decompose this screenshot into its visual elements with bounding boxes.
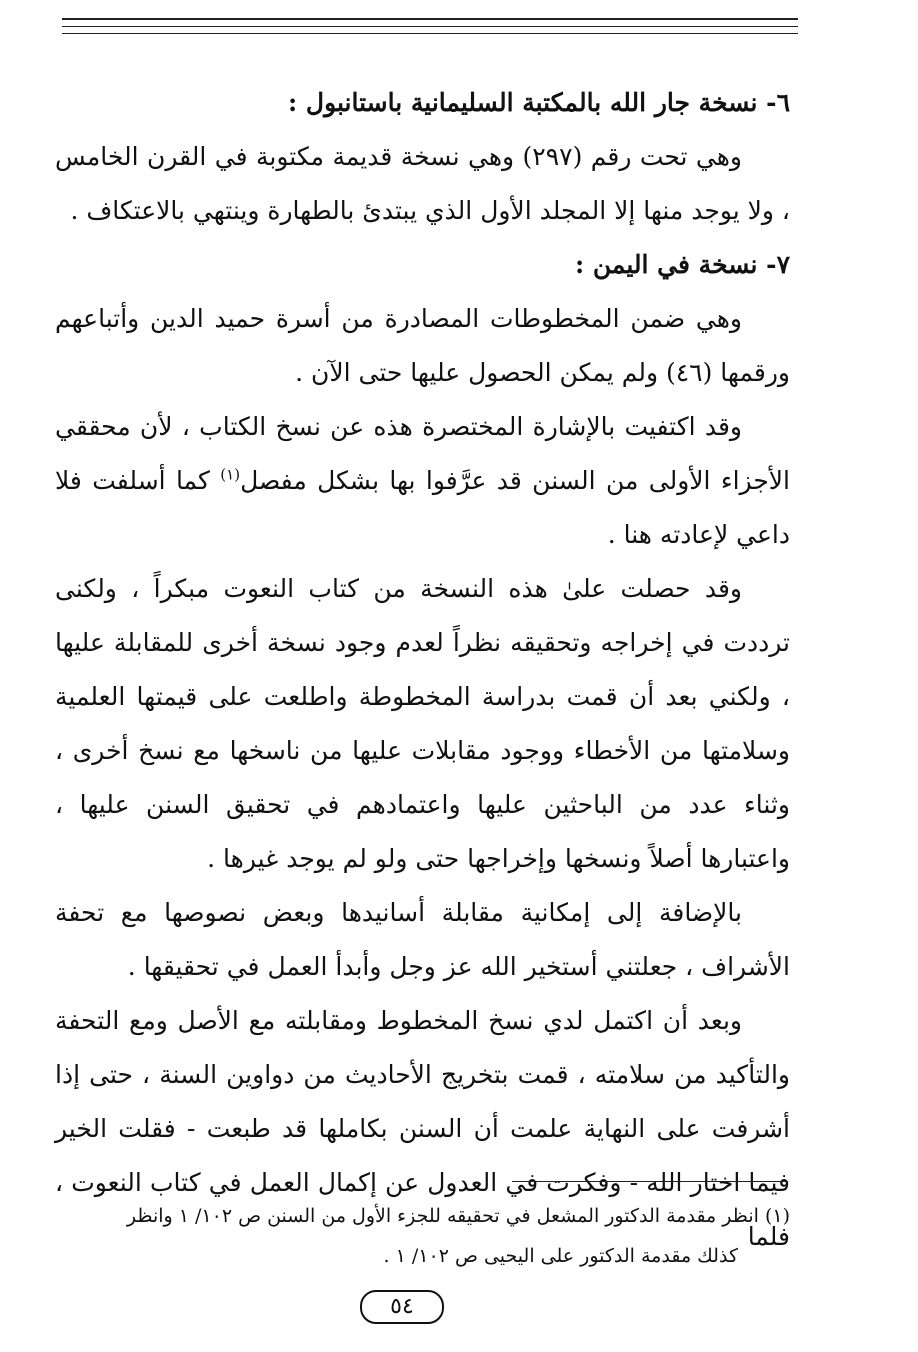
footnote	[55, 1196, 790, 1276]
footnote-marker[interactable]: (١)	[220, 465, 241, 484]
top-border-rule	[62, 33, 798, 34]
top-border-rule	[62, 18, 798, 20]
paragraph: وقد حصلت علىٰ هذه النسخة من كتاب النعوت مبكراً ، ولكنى ترددت في إخراجه وتحقيقه نظراً لعدم وجود نسخة أخرى للمقابلة عليها ، ولكني بعد أن قمت بدراسة المخطوطة واطلعت على قيمتها العلمية وسلامتها من الأخطاء ووجود مقابلات عليها من ناسخها مع نسخ أخرى ، وثناء عدد من الباحثين عليها واعتمادهم في تحقيق السنن عليها ، واعتبارها أصلاً ونسخها وإخراجها حتى ولو لم يوجد غيرها .	[55, 574, 790, 873]
paragraph: وهي ضمن المخطوطات المصادرة من أسرة حميد الدين وأتباعهم ورقمها (٤٦) ولم يمكن الحصول عليها حتى الآن .	[55, 304, 790, 387]
paragraph-with-footnote	[55, 400, 790, 562]
paragraph: بالإضافة إلى إمكانية مقابلة أسانيدها وبعض نصوصها مع تحفة الأشراف ، جعلتني أستخير الله عز وجل وأبدأ العمل في تحقيقها .	[55, 898, 790, 981]
paragraph: وبعد أن اكتمل لدي نسخ المخطوط ومقابلته مع الأصل ومع التحفة والتأكيد من سلامته ، قمت بتخريج الأحاديث من دواوين السنة ، حتى إذا أشرفت على النهاية علمت أن السنن بكاملها قد طبعت - فقلت الخير فيما اختار الله - وفكرت في العدول عن إكمال العمل في كتاب النعوت ، فلما	[55, 1006, 790, 1251]
top-border-rule	[62, 26, 798, 27]
main-text	[55, 76, 790, 1264]
section-heading: ٦- نسخة جار الله بالمكتبة السليمانية باستانبول :	[287, 88, 790, 117]
page-number: ٥٤	[360, 1290, 444, 1324]
footnote-line: كذلك مقدمة الدكتور على اليحيى ص ١٠٢/ ١ .	[383, 1245, 738, 1267]
paragraph: وهي تحت رقم (٢٩٧) وهي نسخة قديمة مكتوبة في القرن الخامس ، ولا يوجد منها إلا المجلد الأول الذي يبتدئ بالطهارة وينتهي بالاعتكاف .	[55, 142, 790, 225]
paragraph-text: كما أسلفت فلا داعي لإعادته هنا .	[55, 466, 790, 549]
section-heading: ٧- نسخة في اليمن :	[574, 250, 790, 279]
paragraph-text: وقد اكتفيت بالإشارة المختصرة هذه عن نسخ الكتاب ، لأن محققي الأجزاء الأولى من السنن قد عرَّفوا بها بشكل مفصل	[55, 412, 790, 495]
footnote-line: (١) انظر مقدمة الدكتور المشعل في تحقيقه للجزء الأول من السنن ص ١٠٢/ ١ وانظر	[126, 1205, 790, 1227]
footnote-divider	[512, 1181, 788, 1182]
